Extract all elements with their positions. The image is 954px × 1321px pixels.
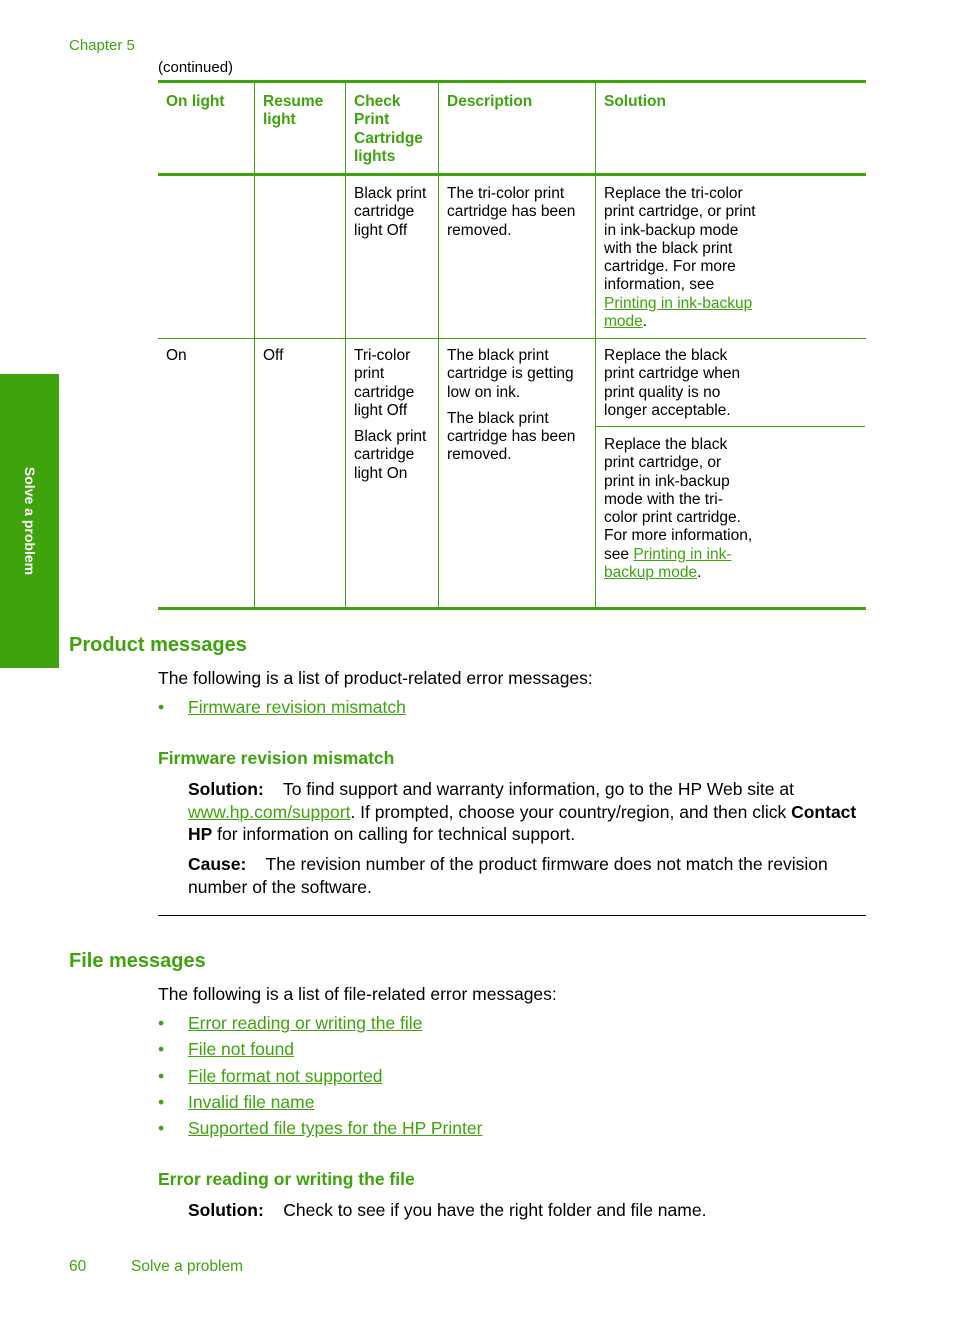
cause-text: The revision number of the product firmware does not match the revision number of the software. (188, 854, 828, 897)
header-resume-light: Resume light (254, 83, 345, 173)
footer-section: Solve a problem (131, 1258, 244, 1275)
error-reading-writing-link[interactable]: Error reading or writing the file (188, 1013, 423, 1033)
bullet-icon: • (158, 697, 165, 717)
description-low-ink: The black print cartridge is getting low on ink. (447, 347, 574, 401)
solution-end: . (697, 564, 702, 582)
table-row (158, 176, 866, 339)
cell-on-light (158, 176, 254, 338)
solution-text: Check to see if you have the right folder and file name. (283, 1200, 707, 1220)
firmware-revision-mismatch-link[interactable]: Firmware revision mismatch (188, 697, 406, 717)
check-light-tricolor: Tri-color print cartridge light Off (354, 347, 415, 419)
cell-description (438, 339, 595, 607)
table-row (158, 339, 866, 607)
list-item (158, 1066, 482, 1092)
file-messages-list (158, 1013, 482, 1144)
product-messages-list (158, 697, 406, 723)
file-format-not-supported-link[interactable]: File format not supported (188, 1065, 383, 1086)
section-divider (158, 915, 866, 916)
check-light-black: Black print cartridge light On (354, 428, 427, 482)
solution-label: Solution: (188, 1200, 264, 1220)
file-messages-intro: The following is a list of file-related error messages: (158, 984, 557, 1004)
file-not-found-link[interactable]: File not found (188, 1039, 295, 1060)
solution-replace-or-backup (596, 427, 865, 591)
cell-description: The tri-color print cartridge has been removed. (438, 176, 595, 338)
list-item (158, 697, 406, 723)
header-description: Description (438, 83, 595, 173)
solution-text-3: for information on calling for technical support. (212, 824, 576, 845)
bullet-icon: • (158, 1039, 165, 1060)
cell-check-lights: Black print cartridge light Off (345, 176, 438, 338)
bullet-icon: • (158, 1091, 165, 1112)
side-tab (0, 374, 59, 668)
header-on-light: On light (166, 93, 225, 110)
file-messages-heading: File messages (69, 950, 206, 972)
error-reading-writing-solution (188, 1199, 868, 1222)
list-item (158, 1039, 482, 1065)
product-messages-heading: Product messages (69, 634, 247, 656)
cell-solution (595, 339, 865, 607)
side-tab-label: Solve a problem (22, 466, 38, 576)
chapter-label: Chapter 5 (69, 37, 135, 54)
list-item (158, 1118, 482, 1144)
invalid-file-name-link[interactable]: Invalid file name (188, 1091, 315, 1112)
firmware-heading: Firmware revision mismatch (158, 748, 395, 768)
header-check-print-cartridge-lights: Check Print Cartridge lights (345, 83, 438, 173)
cell-on-light: On (166, 347, 187, 364)
header-solution: Solution (595, 83, 865, 173)
product-messages-intro: The following is a list of product-related error messages: (158, 668, 593, 688)
table-header-row (158, 83, 866, 176)
cell-solution (595, 176, 865, 338)
firmware-cause (188, 853, 868, 898)
cause-label: Cause: (188, 854, 247, 874)
error-reading-writing-heading: Error reading or writing the file (158, 1169, 415, 1189)
solution-label: Solution: (188, 779, 264, 799)
cell-resume-light: Off (254, 339, 345, 607)
list-item (158, 1013, 482, 1039)
hp-support-link[interactable]: www.hp.com/support (188, 801, 351, 822)
solution-text: To find support and warranty information, go to the HP Web site at (282, 779, 794, 799)
solution-text: Replace the tri-color print cartridge, or print in ink-backup mode with the black print cartridge. For more information, see (604, 185, 756, 294)
continued-label: (continued) (158, 59, 234, 76)
bullet-icon: • (158, 1013, 165, 1033)
list-item (158, 1092, 482, 1118)
contact-hp-label: Contact HP (188, 801, 857, 845)
cell-resume-light (254, 176, 345, 338)
page-number: 60 (69, 1258, 87, 1275)
solution-end: . (642, 313, 648, 331)
status-table (158, 80, 866, 610)
solution-replace-when-low: Replace the black print cartridge when print quality is no longer acceptable. (596, 339, 865, 427)
solution-text-2: . If prompted, choose your country/region, and then click (350, 801, 792, 822)
bullet-icon: • (158, 1118, 165, 1139)
supported-file-types-link[interactable]: Supported file types for the HP Printer (188, 1118, 483, 1139)
solution-text: Replace the black print cartridge, or print in ink-backup mode with the tri-color print cartridge. For more information, see (604, 436, 753, 563)
cell-check-lights (345, 339, 438, 607)
bullet-icon: • (158, 1065, 165, 1086)
printing-ink-backup-link[interactable]: Printing in ink-backup mode (604, 545, 732, 582)
description-removed: The black print cartridge has been removed. (447, 409, 576, 464)
printing-ink-backup-link[interactable]: Printing in ink-backup mode (604, 294, 753, 331)
firmware-solution (188, 778, 868, 846)
